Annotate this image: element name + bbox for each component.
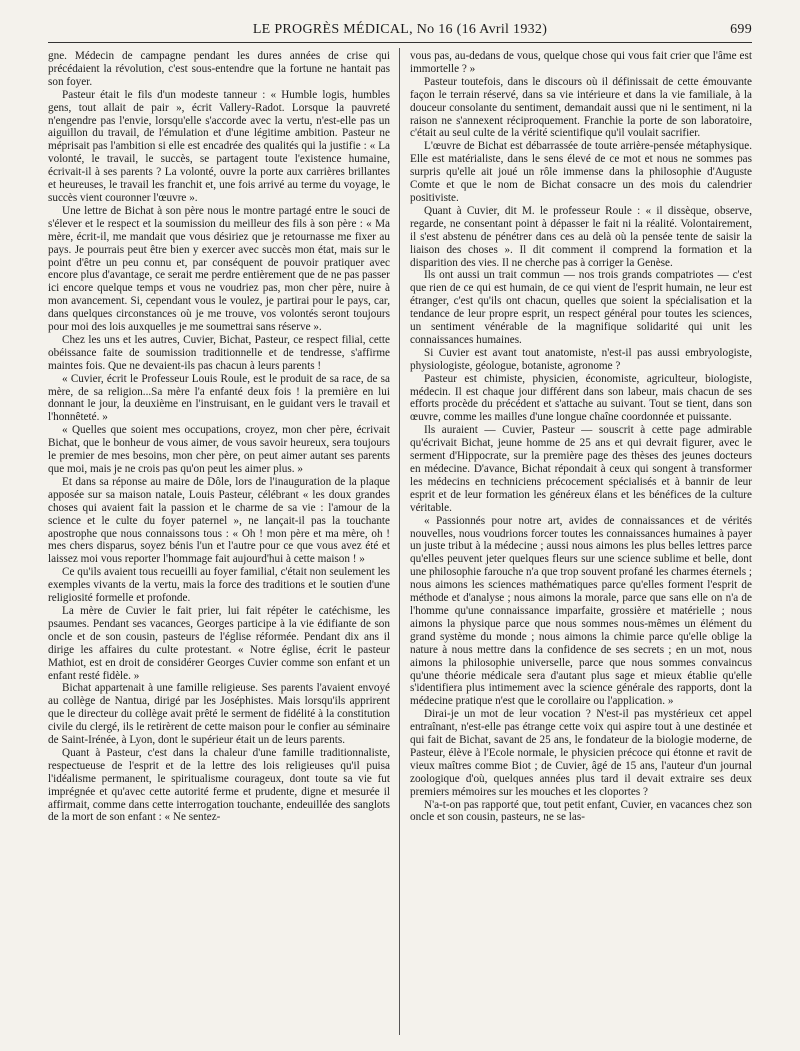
journal-title: LE PROGRÈS MÉDICAL, No 16 (16 Avril 1932): [252, 22, 548, 37]
right-column: [410, 50, 752, 824]
paragraph: Pasteur toutefois, dans le discours où il définissait de cette émouvante façon le terrain réservé, dans sa vie intérieure et dans la vie familiale, à la douceur consolante du sentiment, demandait aussi que ni le sentiment, ni la raison ne s'annexent réciproquement. Franchie la porte de son laboratoire, c'était au seul culte de la vérité scientifique qu'il voulait sacrifier.: [410, 75, 752, 140]
left-column: [48, 50, 390, 824]
paragraph: Quant à Pasteur, c'est dans la chaleur d'une famille traditionnaliste, respectueuse de l'esprit et de la lettre des lois religieuses qu'il puisa l'idéalisme permanent, le spiritualisme courageux, dont toute sa vie fut imprégnée et qu'avec cette autorité ferme et prudente, digne et mesurée il affirmait, comme dans cette interrogation touchante, endeuillée des sanglots de la mort de son enfant : « Ne sentez-: [48, 746, 390, 824]
paragraph: Et dans sa réponse au maire de Dôle, lors de l'inauguration de la plaque apposée sur sa maison natale, Louis Pasteur, célébrant « les doux grandes choses qui avaient fait la passion et le charme de sa vie : l'amour de la science et le culte du foyer paternel », ne lançait-il pas la touchante apostrophe que nous connaissons tous : « Oh ! mon père et ma mère, oh ! mes chers disparus, soyez bénis l'un et l'autre pour ce que vous avez été et laissez moi vous reporter l'hommage fait aujourd'hui à cette maison ! »: [48, 475, 390, 566]
paragraph: La mère de Cuvier le fait prier, lui fait répéter le catéchisme, les psaumes. Pendant ses vacances, Georges participe à la vie édifiante de son oncle et de son cousin, pasteurs de l'église réformée. Pendant dix ans il dirige les affaires du culte protestant. « Notre église, écrit le pasteur Mathiot, est en droit de considérer Georges Cuvier comme son enfant et un enfant resté fidèle. »: [48, 604, 390, 682]
paragraph: Ils ont aussi un trait commun — nos trois grands compatriotes — c'est que rien de ce qui est humain, de ce qui vient de l'esprit humain, ne leur est étranger, c'est qu'ils ont chacun, quelles que soient la spécialisation et la tendance de leur propre esprit, un respect général pour toutes les sciences, un sentiment vénérable de la magnifique solidarité qui unit les connaissances humaines.: [410, 269, 752, 346]
paragraph: Une lettre de Bichat à son père nous le montre partagé entre le souci de s'élever et le respect et la soumission du meilleur des fils à son père : « Ma mère, écrit-il, me mandait que vous désiriez que je retournasse me fixer au pays. Je pourrais peut être bien y exercer avec succès mon état, mais sur le point d'être un peu connu et, par conséquent de pouvoir pratiquer avec encore plus d'avantage, ce serait me perdre entièrement que de ne pas passer ici encore quelque temps et vous ne voudriez pas, mon cher père, nuire à mon avancement. Si, cependant vous le voulez, je partirai pour le pays, car, dans quelques circonstances où je me trouve, vos volontés seront toujours pour moi des lois auxquelles je me soumettrai sans réserve ».: [48, 204, 390, 334]
paragraph: Ils auraient — Cuvier, Pasteur — souscrit à cette page admirable qu'écrivait Bichat, jeune homme de 25 ans et qui devrait figurer, avec le serment d'Hippocrate, sur la première page des thèses des jeunes docteurs en médecine. D'avance, Bichat répondait à ceux qui songent à transformer les médecins en techniciens précocement spécialisés et à bannir de leur esprit et de leur formation les généreux élans et les bénéfices de la culture véritable.: [410, 424, 752, 514]
paragraph: Pasteur est chimiste, physicien, économiste, agriculteur, biologiste, médecin. Il est chaque jour différent dans son labeur, mais chacun de ses efforts procède du précédent et s'attache au suivant. Tout se tient, dans son œuvre, comme les mailles d'une longue chaîne coordonnée et puissante.: [410, 372, 752, 424]
paragraph: Quant à Cuvier, dit M. le professeur Roule : « il dissèque, observe, regarde, ne consentant point à dépasser le fait ni la réalité. Volontairement, il s'est abstenu de pénétrer dans ces au delà où la pensée tente de saisir la liaison des choses ». Il dit comment il comprend la formation et la disparition des vies. Il ne cherche pas à corriger la Genèse.: [410, 204, 752, 269]
paragraph: « Quelles que soient mes occupations, croyez, mon cher père, écrivait Bichat, que le bonheur de vous aimer, de vous savoir heureux, sera toujours le premier de mes besoins, mon cher père, on peut aimer autant ses parents que moi, mais je ne crois pas qu'on peut les aimer plus. »: [48, 424, 390, 475]
paragraph: Bichat appartenait à une famille religieuse. Ses parents l'avaient envoyé au collège de Nantua, dirigé par les Joséphistes. Mais lorsqu'ils apprirent que le directeur du collège avait prêté le serment de fidélité à la constitution civile du clergé, ils le retirèrent de cette maison pour le confier au séminaire de Saint-Irénée, à Lyon, dont le supérieur était un de leurs parents.: [48, 682, 390, 747]
paragraph: « Cuvier, écrit le Professeur Louis Roule, est le produit de sa race, de sa mère, de sa religion...Sa mère l'a enfanté deux fois ! la première en lui donnant le jour, la deuxième en l'instruisant, en le guidant vers le travail et l'honnêteté. »: [48, 372, 390, 424]
column-divider: [399, 48, 400, 1035]
paragraph: L'œuvre de Bichat est débarrassée de toute arrière-pensée métaphysique. Elle est matérialiste, dans le sens élevé de ce mot et nous ne sommes pas surpris qu'elle ait joué un rôle immense dans la philosophie d'Auguste Comte et que le nom de Bichat consacre un des mois du calendrier positiviste.: [410, 140, 752, 204]
paragraph: Chez les uns et les autres, Cuvier, Bichat, Pasteur, ce respect filial, cette obéissance faite de soumission traditionnelle et de tendresse, s'affirme maintes fois. Que ne devaient-ils pas chacun à leurs parents !: [48, 333, 390, 372]
paragraph: gne. Médecin de campagne pendant les dures années de crise qui précédaient la révolution, c'est sous-entendre que la fortune ne hantait pas son foyer.: [48, 50, 390, 88]
paragraph: « Passionnés pour notre art, avides de connaissances et de vérités nouvelles, nous voudrions forcer toutes les connaissances humaines à payer un juste tribut à la médecine ; aussi nous aimons les plus belles lettres parce qu'elles peuvent jeter quelques fleurs sur une science sublime et belle, dont une philosophie farouche n'a que trop souvent profané les charmes éternels ; nous aimons les sciences mathématiques parce qu'elles forment l'esprit de méthode et d'analyse ; nous aimons la morale, parce que sans elle on n'a de l'homme qu'une connaissance imparfaite, grossière et matérielle ; nous aimons la physique parce que nous sommes nous-mêmes un élément du grand système du monde ; nous aimons la chimie parce qu'elle oblige la nature à nous mettre dans la confidence de ses secrets ; en un mot, nous aimons la philosophie universelle, parce que nous sommes convaincus qu'une théorie médicale sera d'autant plus sage et mieux établie qu'elle s'identifiera plus intimement avec la science générale des rapports, dont la médecine pratique n'est que le corollaire ou l'application. »: [410, 514, 752, 708]
paragraph: N'a-t-on pas rapporté que, tout petit enfant, Cuvier, en vacances chez son oncle et son cousin, pasteurs, ne se las-: [410, 798, 752, 824]
paragraph: Pasteur était le fils d'un modeste tanneur : « Humble logis, humbles gens, tout allait de pair », écrit Vallery-Radot. Lorsque la pauvreté n'engendre pas l'envie, lorsqu'elle s'accorde avec la vertu, n'est-elle pas un aiguillon du travail, de l'émulation et d'une légitime ambition. Pasteur ne méprisait pas l'ambition si elle est encadrée des qualités qui la justifie : « La volonté, le travail, le succès, se partagent toute l'existence humaine, écrivait-il à ses parents ? La volonté, ouvre la porte aux carrières brillantes et heureuses, le travail les franchit et, une fois arrivé au terme du voyage, le succès vient couronner l'œuvre ».: [48, 88, 390, 204]
paragraph: Si Cuvier est avant tout anatomiste, n'est-il pas aussi embryologiste, physiologiste, géologue, botaniste, agronome ?: [410, 346, 752, 372]
running-header: [48, 22, 752, 44]
header-rule: [48, 42, 752, 43]
paragraph: Dirai-je un mot de leur vocation ? N'est-il pas mystérieux cet appel entraînant, n'est-elle pas étrange cette voix qui aspire tout à une destinée et qui fait de Bichat, savant de 25 ans, le fondateur de la biologie moderne, de Pasteur, élève à l'Ecole normale, le physicien précoce qui étonne et ravit de vieux maîtres comme Biot ; de Cuvier, âgé de 15 ans, l'auteur d'un journal zoologique d'où, quelques années plus tard il devait extraire ses deux premiers mémoires sur les mouches et les cloportes ?: [410, 708, 752, 798]
page-number: 699: [730, 22, 752, 37]
paragraph: Ce qu'ils avaient tous recueilli au foyer familial, c'était non seulement les exemples vivants de la vertu, mais la force des traditions et le soutien d'une religiosité formelle et profonde.: [48, 566, 390, 605]
paragraph: vous pas, au-dedans de vous, quelque chose qui vous fait crier que l'âme est immortelle ? »: [410, 50, 752, 75]
